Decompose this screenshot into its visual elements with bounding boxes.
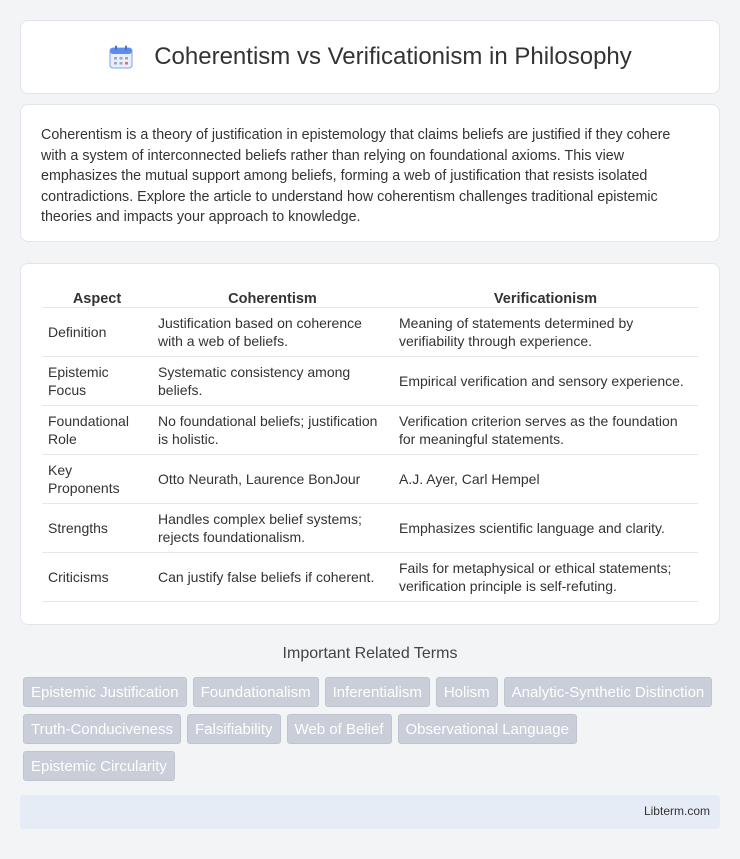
table-row	[42, 504, 698, 553]
footer	[20, 795, 720, 829]
table-cell-verificationism: A.J. Ayer, Carl Hempel	[393, 455, 698, 504]
table-cell-coherentism: No foundational beliefs; justification is holistic.	[152, 406, 393, 455]
table-cell-aspect: Foundational Role	[42, 406, 152, 455]
table-row	[42, 357, 698, 406]
related-terms-list	[23, 677, 723, 781]
table-cell-coherentism: Systematic consistency among beliefs.	[152, 357, 393, 406]
related-term-tag[interactable]: Epistemic Justification	[23, 677, 187, 707]
table-cell-coherentism: Can justify false beliefs if coherent.	[152, 553, 393, 602]
table-cell-aspect: Strengths	[42, 504, 152, 553]
table-row	[42, 455, 698, 504]
table-header-row	[42, 284, 698, 308]
related-term-tag[interactable]: Web of Belief	[287, 714, 392, 744]
related-term-tag[interactable]: Analytic-Synthetic Distinction	[504, 677, 713, 707]
table-cell-aspect: Criticisms	[42, 553, 152, 602]
intro-text: Coherentism is a theory of justification in epistemology that claims beliefs are justified if they cohere with a system of interconnected beliefs rather than relying on foundational axioms. This view emphasizes the mutual support among beliefs, forming a web of justification that resists isolated contradictions. Explore the article to understand how coherentism challenges traditional epistemic theories and impacts your approach to knowledge.	[41, 127, 671, 225]
comparison-table	[42, 284, 698, 602]
related-term-tag[interactable]: Observational Language	[398, 714, 577, 744]
related-term-tag[interactable]: Holism	[436, 677, 498, 707]
column-header-verificationism: Verificationism	[393, 284, 698, 308]
intro-card	[20, 104, 720, 242]
table-cell-verificationism: Meaning of statements determined by verifiability through experience.	[393, 308, 698, 357]
table-cell-coherentism: Otto Neurath, Laurence BonJour	[152, 455, 393, 504]
table-cell-verificationism: Verification criterion serves as the foundation for meaningful statements.	[393, 406, 698, 455]
table-row	[42, 553, 698, 602]
footer-site-link[interactable]: Libterm.com	[643, 804, 710, 818]
table-cell-verificationism: Empirical verification and sensory experience.	[393, 357, 698, 406]
comparison-table-card	[20, 263, 720, 625]
related-term-tag[interactable]: Falsifiability	[187, 714, 281, 744]
table-cell-aspect: Key Proponents	[42, 455, 152, 504]
table-cell-coherentism: Handles complex belief systems; rejects foundationalism.	[152, 504, 393, 553]
table-cell-aspect: Epistemic Focus	[42, 357, 152, 406]
table-row	[42, 308, 698, 357]
column-header-aspect: Aspect	[42, 284, 152, 308]
table-cell-verificationism: Fails for metaphysical or ethical statements; verification principle is self-refuting.	[393, 553, 698, 602]
column-header-coherentism: Coherentism	[152, 284, 393, 308]
related-term-tag[interactable]: Epistemic Circularity	[23, 751, 175, 781]
related-term-tag[interactable]: Foundationalism	[193, 677, 319, 707]
page-title: Coherentism vs Verificationism in Philosophy	[154, 43, 632, 70]
table-cell-verificationism: Emphasizes scientific language and clarity.	[393, 504, 698, 553]
table-row	[42, 406, 698, 455]
related-terms-title: Important Related Terms	[282, 645, 458, 662]
calendar-icon	[108, 44, 134, 70]
related-term-tag[interactable]: Truth-Conduciveness	[23, 714, 181, 744]
table-cell-aspect: Definition	[42, 308, 152, 357]
related-term-tag[interactable]: Inferentialism	[325, 677, 430, 707]
header-card	[20, 20, 720, 94]
table-cell-coherentism: Justification based on coherence with a web of beliefs.	[152, 308, 393, 357]
